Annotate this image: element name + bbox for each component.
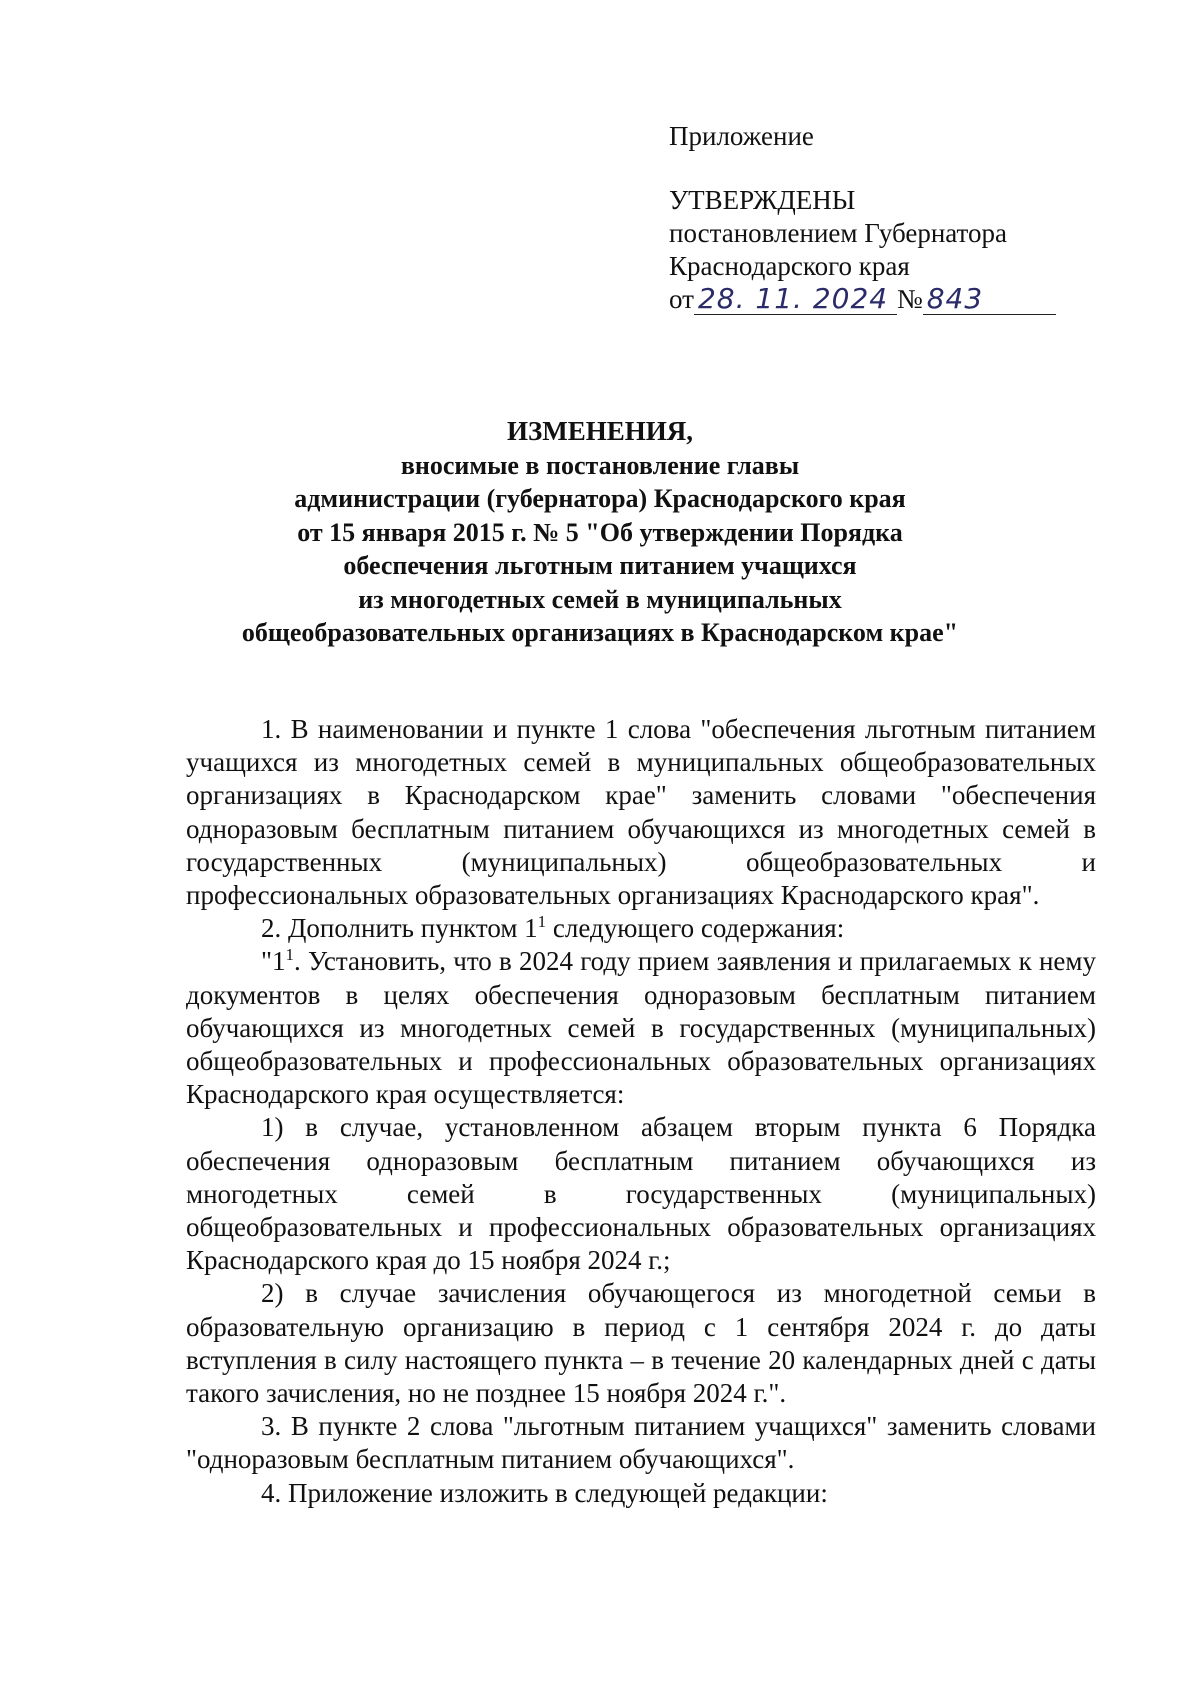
- title-main: ИЗМЕНЕНИЯ,: [506, 416, 693, 446]
- appendix-label: Приложение: [669, 121, 814, 151]
- superscript: 1: [537, 912, 547, 932]
- title-line: обеспечения льготным питанием учащихся: [343, 551, 857, 580]
- paragraph-5: 2) в случае зачисления обучающегося из многодетной семьи в образовательную организацию в период с 1 сентября 2024 г. до даты вступления в силу настоящего пункта – в течение 20 календарных дней с даты такого зачисления, но не позднее 15 ноября 2024 г.".: [186, 1278, 1096, 1409]
- approved-by-line-2: Краснодарского края: [669, 251, 910, 281]
- date-number-line: [669, 283, 1056, 316]
- title-line: общеобразовательных организациях в Краснодарском крае": [241, 618, 959, 647]
- paragraph-6: 3. В пункте 2 слова "льготным питанием учащихся" заменить словами "одноразовым бесплатным питанием обучающихся".: [186, 1411, 1096, 1475]
- title-line: вносимые в постановление главы: [400, 450, 800, 480]
- title-line: из многодетных семей в муниципальных: [358, 584, 842, 614]
- title-line: от 15 января 2015 г. № 5 "Об утверждении Порядка: [297, 517, 903, 547]
- superscript: 1: [285, 945, 295, 965]
- approved-label: УТВЕРЖДЕНЫ: [669, 185, 856, 215]
- handwritten-date: 28. 11. 2024: [694, 284, 897, 315]
- paragraph-2: 2. Дополнить пунктом $1^1$ следующего содержания:: [261, 912, 845, 944]
- paragraph-4: 1) в случае, установленном абзацем вторым пункта 6 Порядка обеспечения одноразовым бесплатным питанием обучающихся из многодетных семей в государственных (муниципальных) общеобразовательных и профессиональных образовательных организациях Краснодарского края до 15 ноября 2024 г.;: [186, 1112, 1096, 1276]
- approval-block: [669, 120, 1056, 316]
- paragraph-3: "$1^1$. Установить, что в 2024 году прием заявления и прилагаемых к нему документов в целях обеспечения одноразовым бесплатным питанием обучающихся из многодетных семей в государственных (муниципальных) общеобразовательных и профессиональных образовательных организациях Краснодарского края осуществляется:: [186, 945, 1096, 1110]
- document-title: [140, 415, 1060, 650]
- paragraph-1: 1. В наименовании и пункте 1 слова "обеспечения льготным питанием учащихся из многодетных семей в муниципальных общеобразовательных организациях в Краснодарском крае" заменить словами "обеспечения одноразовым бесплатным питанием обучающихся из многодетных семей в государственных (муниципальных) общеобразовательных и профессиональных образовательных организациях Краснодарского края".: [186, 714, 1096, 911]
- date-prefix: от: [669, 284, 694, 314]
- handwritten-number: 843: [923, 284, 1056, 315]
- title-line: администрации (губернатора) Краснодарского края: [294, 484, 906, 513]
- number-sign: №: [896, 284, 923, 314]
- paragraph-7: 4. Приложение изложить в следующей редакции:: [261, 1477, 828, 1508]
- document-body: [186, 713, 1096, 1510]
- approved-by-line-1: постановлением Губернатора: [669, 218, 1007, 248]
